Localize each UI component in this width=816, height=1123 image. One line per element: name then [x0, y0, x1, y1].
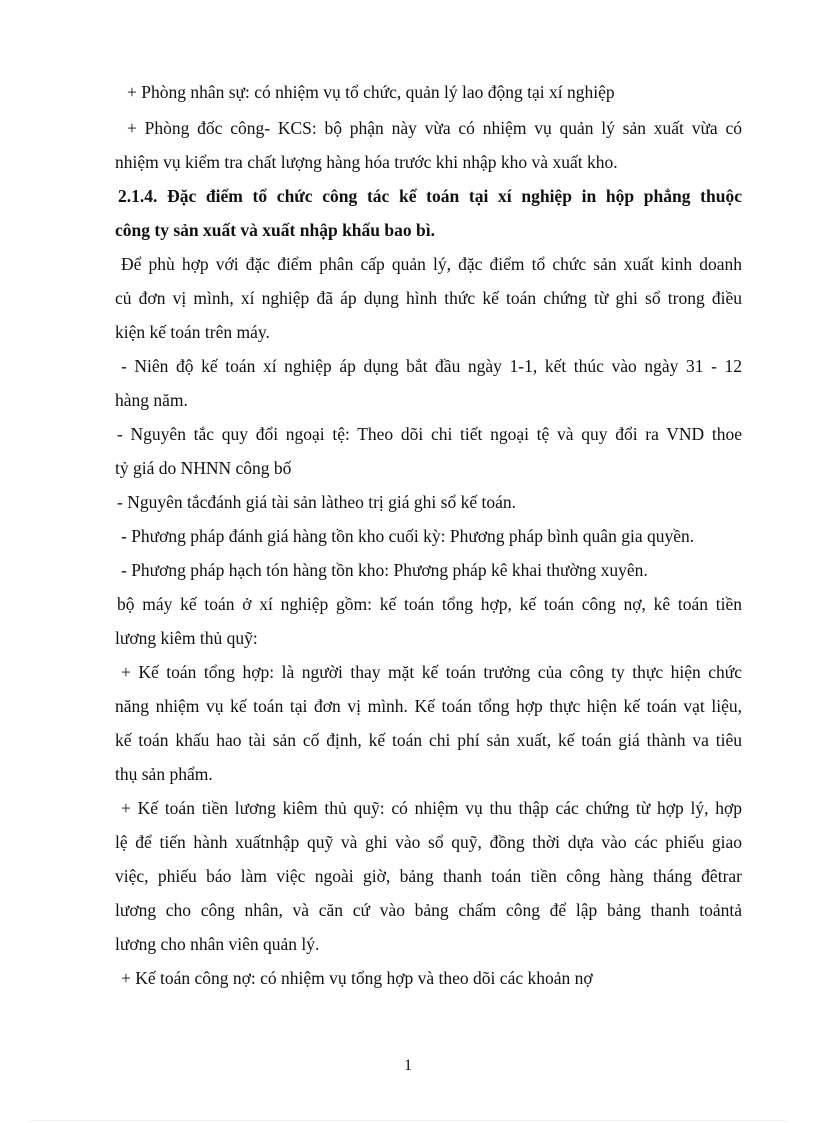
page-number: 1	[404, 1057, 412, 1074]
footer-divider	[30, 1120, 786, 1121]
text-line: thụ sản phẩm.	[115, 764, 213, 784]
text-line: lệ để tiến hành xuấtnhập quỹ và ghi vào sổ quỹ, đồng thời dựa vào các phiếu giao	[115, 832, 742, 852]
text-line: - Phương pháp đánh giá hàng tồn kho cuối kỳ: Phương pháp bình quân gia quyền.	[121, 526, 695, 546]
text-line: - Niên độ kế toán xí nghiệp áp dụng bắt đầu ngày 1-1, kết thúc vào ngày 31 - 12	[121, 356, 742, 376]
text-line: + Phòng nhân sự: có nhiệm vụ tổ chức, quản lý lao động tại xí nghiệp	[127, 82, 615, 102]
text-line: nhiệm vụ kiểm tra chất lượng hàng hóa trước khi nhập kho và xuất kho.	[115, 152, 618, 172]
section-heading: công ty sản xuất và xuất nhập khẩu bao bì.	[115, 220, 435, 240]
text-line: lương cho công nhân, và căn cứ vào bảng chấm công để lập bảng thanh toảntả	[115, 900, 742, 920]
text-line: hàng năm.	[115, 390, 188, 410]
text-line: + Kế toán tiền lương kiêm thủ quỹ: có nhiệm vụ thu thập các chứng từ hợp lý, hợp	[121, 798, 742, 818]
text-line: củ đơn vị mình, xí nghiệp đã áp dụng hình thức kế toán chứng từ ghi sổ trong điều	[115, 288, 742, 308]
text-line: bộ máy kế toán ở xí nghiệp gồm: kế toán tổng hợp, kế toán công nợ, kê toán tiền	[117, 594, 742, 614]
text-line: - Nguyên tắc quy đổi ngoại tệ: Theo dõi chi tiết ngoại tệ và quy đổi ra VND thoe	[117, 424, 742, 444]
text-line: - Phương pháp hạch tón hàng tồn kho: Phương pháp kê khai thường xuyên.	[121, 560, 648, 580]
text-line: + Kế toán tổng hợp: là người thay mặt kế toán trưởng của công ty thực hiện chức	[121, 662, 742, 682]
text-line: năng nhiệm vụ kế toán tại đơn vị mình. Kế toán tổng hợp thực hiện kế toán vạt liệu,	[115, 696, 742, 716]
text-line: + Phòng đốc công- KCS: bộ phận này vừa có nhiệm vụ quản lý sản xuất vừa có	[127, 118, 742, 138]
text-line: kế toán khấu hao tài sản cố định, kế toán chi phí sản xuất, kế toán giá thành va tiêu	[115, 730, 742, 750]
text-line: - Nguyên tắcđánh giá tài sản làtheo trị giá ghi sổ kế toán.	[117, 492, 516, 512]
text-line: kiện kế toán trên máy.	[115, 322, 270, 342]
text-line: lương cho nhân viên quản lý.	[115, 934, 320, 954]
section-heading: 2.1.4. Đặc điểm tổ chức công tác kế toán tại xí nghiệp in hộp phẳng thuộc	[118, 186, 742, 206]
text-line: tỷ giá do NHNN công bố	[115, 458, 292, 478]
text-line: lương kiêm thủ quỹ:	[115, 628, 258, 648]
text-line: việc, phiếu báo làm việc ngoài giờ, bảng thanh toán tiền công hàng tháng đêtrar	[115, 866, 742, 886]
text-line: Để phù hợp với đặc điểm phân cấp quản lý, đặc điểm tổ chức sản xuất kinh doanh	[121, 254, 742, 274]
text-line: + Kế toán công nợ: có nhiệm vụ tổng hợp và theo dõi các khoản nợ	[121, 968, 593, 988]
